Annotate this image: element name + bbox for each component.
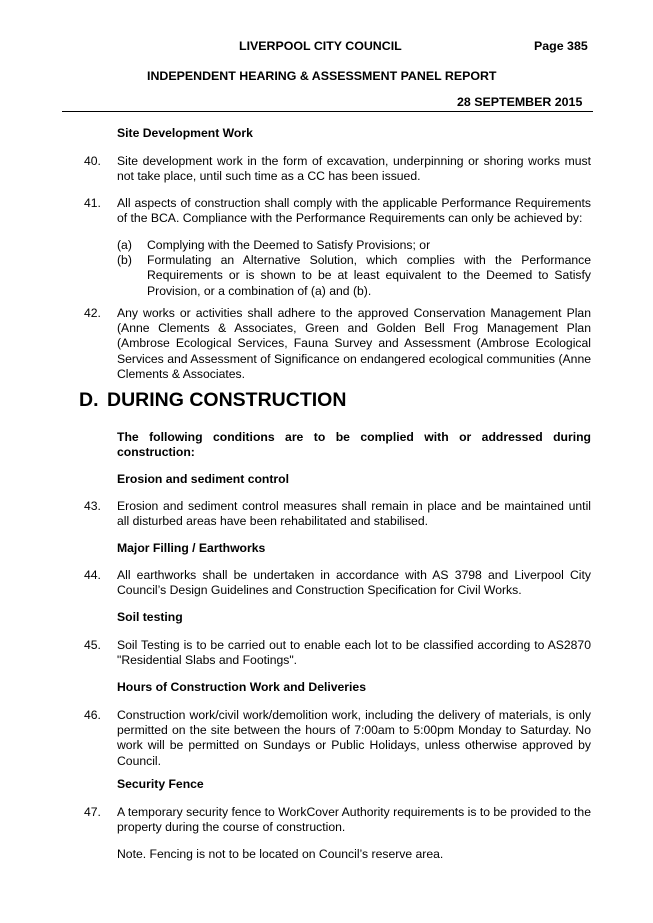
item-text-44: All earthworks shall be undertaken in accordance with AS 3798 and Liverpool City Council’s Design Guidelines and Construction Specification for Civil Works. — [117, 568, 591, 598]
heading-site-development: Site Development Work — [117, 126, 253, 140]
item-text-47: A temporary security fence to WorkCover Authority requirements is to be provided to the property during the course of construction. — [117, 805, 591, 835]
item-number-41: 41. — [84, 196, 101, 210]
heading-hours: Hours of Construction Work and Deliveries — [117, 680, 366, 694]
sublist-item — [117, 253, 591, 299]
heading-soil: Soil testing — [117, 610, 183, 624]
sublist-item — [117, 238, 591, 253]
header-council: LIVERPOOL CITY COUNCIL — [239, 39, 402, 53]
item-number-43: 43. — [84, 499, 101, 513]
section-title: DURING CONSTRUCTION — [107, 389, 347, 411]
item-number-46: 46. — [84, 708, 101, 722]
item-number-47: 47. — [84, 805, 101, 819]
section-intro: The following conditions are to be complied with or addressed during construction: — [117, 430, 591, 460]
header-page-number: Page 385 — [534, 39, 588, 53]
fence-note: Note. Fencing is not to be located on Council’s reserve area. — [117, 847, 444, 861]
item-text-43: Erosion and sediment control measures shall remain in place and be maintained until all disturbed areas have been rehabilitated and stabilised. — [117, 499, 591, 529]
item-number-42: 42. — [84, 306, 101, 320]
item-text-41: All aspects of construction shall comply with the applicable Performance Requirements of the BCA. Compliance with the Performance Requirements can only be achieved by: — [117, 196, 591, 226]
section-letter: D. — [79, 389, 99, 411]
header-report-title: INDEPENDENT HEARING & ASSESSMENT PANEL REPORT — [147, 69, 497, 83]
sublist-41 — [117, 238, 591, 299]
sublist-label-b: (b) — [117, 253, 132, 268]
heading-fence: Security Fence — [117, 777, 204, 791]
heading-erosion: Erosion and sediment control — [117, 472, 289, 486]
section-heading-d — [79, 388, 346, 412]
heading-filling: Major Filling / Earthworks — [117, 541, 266, 555]
sublist-text-a: Complying with the Deemed to Satisfy Provisions; or — [147, 238, 431, 252]
item-text-40: Site development work in the form of excavation, underpinning or shoring works must not take place, until such time as a CC has been issued. — [117, 154, 591, 184]
item-number-40: 40. — [84, 154, 101, 168]
item-text-45: Soil Testing is to be carried out to enable each lot to be classified according to AS2870 "Residential Slabs and Footings". — [117, 638, 591, 668]
sublist-text-b: Formulating an Alternative Solution, which complies with the Performance Requirements or is shown to be at least equivalent to the Deemed to Satisfy Provision, or a combination of (a) and (b). — [147, 253, 591, 298]
item-text-46: Construction work/civil work/demolition work, including the delivery of materials, is only permitted on the site between the hours of 7:00am to 5:00pm Monday to Saturday. No work will be permitted on Sundays or Public Holidays, unless otherwise approved by Council. — [117, 708, 591, 768]
item-number-44: 44. — [84, 568, 101, 582]
item-number-45: 45. — [84, 638, 101, 652]
item-text-42: Any works or activities shall adhere to the approved Conservation Management Plan (Anne Clements & Associates, Green and Golden Bell Frog Management Plan (Ambrose Ecological Services, Fauna Survey and Assessment (Ambrose Ecological Services and Assessment of Significance on endangered ecological communities (Anne Clements & Associates. — [117, 306, 591, 381]
header-date: 28 SEPTEMBER 2015 — [457, 95, 583, 109]
header-rule — [62, 111, 593, 112]
sublist-label-a: (a) — [117, 238, 132, 252]
